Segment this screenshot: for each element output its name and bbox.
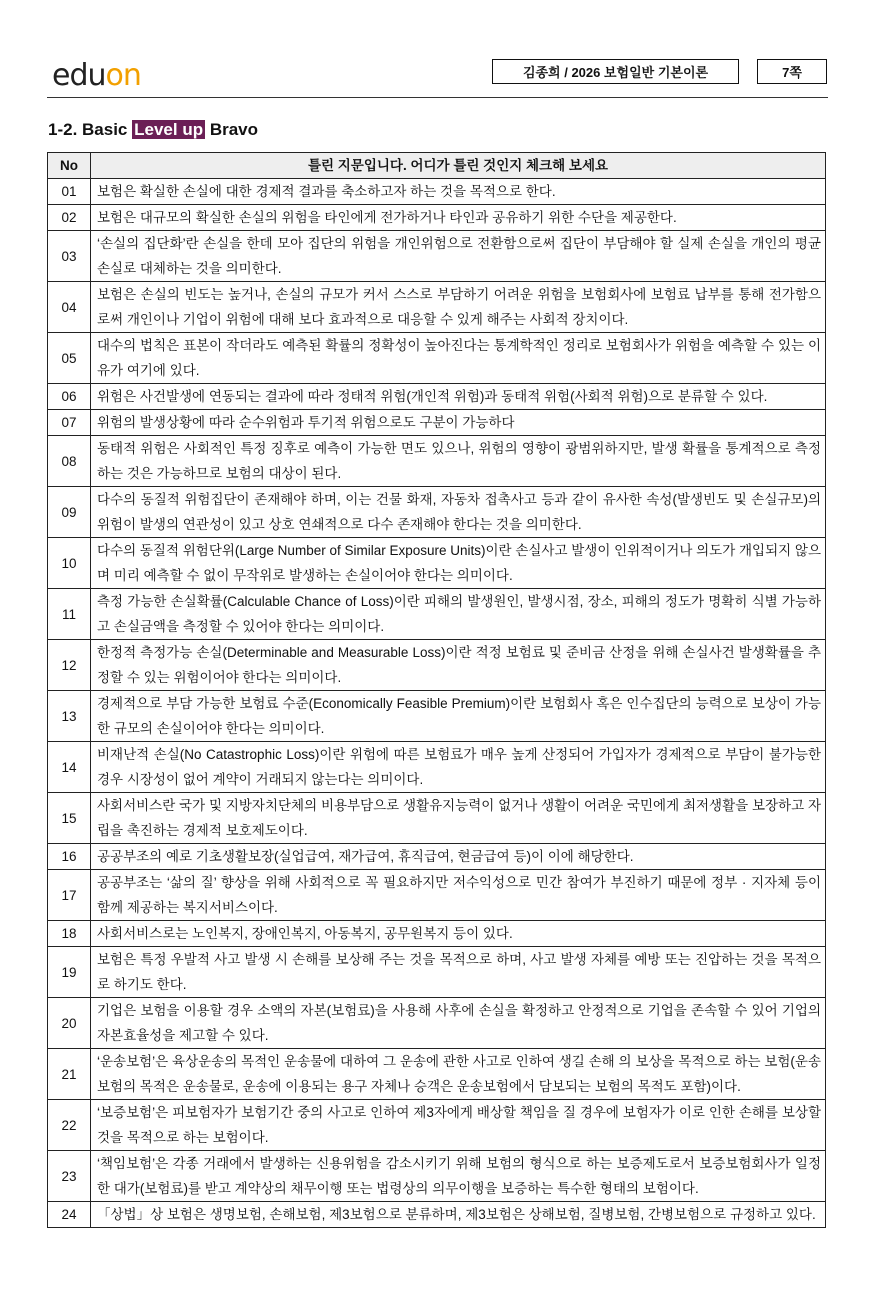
table-row xyxy=(48,179,826,205)
table-row xyxy=(48,410,826,436)
table-row xyxy=(48,384,826,410)
table-row xyxy=(48,844,826,870)
row-statement: 보험은 대규모의 확실한 손실의 위험을 타인에게 전가하거나 타인과 공유하기 위한 수단을 제공한다. xyxy=(91,205,826,231)
row-statement: 위험의 발생상황에 따라 순수위험과 투기적 위험으로도 구분이 가능하다 xyxy=(91,410,826,436)
row-statement: 기업은 보험을 이용할 경우 소액의 자본(보험료)을 사용해 사후에 손실을 확정하고 안정적으로 기업을 존속할 수 있어 기업의 자본효율성을 제고할 수 있다. xyxy=(91,998,826,1049)
table-row xyxy=(48,793,826,844)
table-row xyxy=(48,742,826,793)
table-row xyxy=(48,921,826,947)
table-row xyxy=(48,205,826,231)
table-row xyxy=(48,1202,826,1228)
table-row xyxy=(48,231,826,282)
table-row xyxy=(48,589,826,640)
row-statement: ‘손실의 집단화’란 손실을 한데 모아 집단의 위험을 개인위험으로 전환함으로써 집단이 부담해야 할 실제 손실을 개인의 평균손실로 대체하는 것을 의미한다. xyxy=(91,231,826,282)
table-row xyxy=(48,870,826,921)
table-row xyxy=(48,436,826,487)
course-title-box: 김종희 / 2026 보험일반 기본이론 xyxy=(492,59,739,84)
table-row xyxy=(48,282,826,333)
row-number: 19 xyxy=(48,947,91,998)
row-number: 22 xyxy=(48,1100,91,1151)
table-row xyxy=(48,487,826,538)
row-number: 03 xyxy=(48,231,91,282)
row-number: 07 xyxy=(48,410,91,436)
row-statement: 공공부조의 예로 기초생활보장(실업급여, 재가급여, 휴직급여, 현금급여 등)이 이에 해당한다. xyxy=(91,844,826,870)
section-highlight: Level up xyxy=(134,120,204,139)
section-title: 1-2. Basic Level up Bravo xyxy=(48,120,259,139)
row-number: 12 xyxy=(48,640,91,691)
header-divider xyxy=(47,97,828,98)
row-number: 14 xyxy=(48,742,91,793)
row-statement: 공공부조는 ‘삶의 질’ 향상을 위해 사회적으로 꼭 필요하지만 저수익성으로 민간 참여가 부진하기 때문에 정부 · 지자체 등이 함께 제공하는 복지서비스이다. xyxy=(91,870,826,921)
row-statement: 위험은 사건발생에 연동되는 결과에 따라 정태적 위험(개인적 위험)과 동태적 위험(사회적 위험)으로 분류할 수 있다. xyxy=(91,384,826,410)
table-row xyxy=(48,640,826,691)
row-statement: 「상법」상 보험은 생명보험, 손해보험, 제3보험으로 분류하며, 제3보험은 상해보험, 질병보험, 간병보험으로 규정하고 있다. xyxy=(91,1202,826,1228)
page-number-box: 7쪽 xyxy=(757,59,827,84)
table-row xyxy=(48,947,826,998)
table-row xyxy=(48,538,826,589)
table-row xyxy=(48,333,826,384)
table-row xyxy=(48,998,826,1049)
row-number: 16 xyxy=(48,844,91,870)
row-number: 01 xyxy=(48,179,91,205)
row-number: 24 xyxy=(48,1202,91,1228)
row-number: 23 xyxy=(48,1151,91,1202)
row-number: 21 xyxy=(48,1049,91,1100)
table-row xyxy=(48,1151,826,1202)
row-statement: ‘운송보험’은 육상운송의 목적인 운송물에 대하여 그 운송에 관한 사고로 인하여 생길 손해 의 보상을 목적으로 하는 보험(운송보험의 목적은 운송물로, 운송에 이용되는 용구 자체나 승객은 운송보험에서 담보되는 보험의 목적도 포함)이다. xyxy=(91,1049,826,1100)
row-statement: 사회서비스란 국가 및 지방자치단체의 비용부담으로 생활유지능력이 없거나 생활이 어려운 국민에게 최저생활을 보장하고 자립을 촉진하는 경제적 보호제도이다. xyxy=(91,793,826,844)
table-row xyxy=(48,1049,826,1100)
question-table xyxy=(47,152,826,1228)
row-statement: 다수의 동질적 위험단위(Large Number of Similar Exposure Units)이란 손실사고 발생이 인위적이거나 의도가 개입되지 않으며 미리 예측할 수 없이 무작위로 발생하는 손실이어야 한다는 의미이다. xyxy=(91,538,826,589)
row-number: 04 xyxy=(48,282,91,333)
row-number: 17 xyxy=(48,870,91,921)
table-row xyxy=(48,691,826,742)
row-statement: ‘보증보험’은 피보험자가 보험기간 중의 사고로 인하여 제3자에게 배상할 책임을 질 경우에 보험자가 이로 인한 손해를 보상할 것을 목적으로 하는 보험이다. xyxy=(91,1100,826,1151)
table-row xyxy=(48,1100,826,1151)
row-number: 08 xyxy=(48,436,91,487)
row-statement: 경제적으로 부담 가능한 보험료 수준(Economically Feasible Premium)이란 보험회사 혹은 인수집단의 능력으로 보상이 가능한 규모의 손실이어야 한다는 의미이다. xyxy=(91,691,826,742)
row-number: 06 xyxy=(48,384,91,410)
row-statement: 측정 가능한 손실확률(Calculable Chance of Loss)이란 피해의 발생원인, 발생시점, 장소, 피해의 정도가 명확히 식별 가능하고 손실금액을 측정할 수 있어야 한다는 의미이다. xyxy=(91,589,826,640)
row-number: 13 xyxy=(48,691,91,742)
row-number: 02 xyxy=(48,205,91,231)
row-number: 09 xyxy=(48,487,91,538)
row-number: 18 xyxy=(48,921,91,947)
row-number: 11 xyxy=(48,589,91,640)
row-number: 10 xyxy=(48,538,91,589)
row-statement: 보험은 확실한 손실에 대한 경제적 결과를 축소하고자 하는 것을 목적으로 한다. xyxy=(91,179,826,205)
row-statement: 보험은 특정 우발적 사고 발생 시 손해를 보상해 주는 것을 목적으로 하며, 사고 발생 자체를 예방 또는 진압하는 것을 목적으로 하기도 한다. xyxy=(91,947,826,998)
row-statement: 사회서비스로는 노인복지, 장애인복지, 아동복지, 공무원복지 등이 있다. xyxy=(91,921,826,947)
row-statement: 비재난적 손실(No Catastrophic Loss)이란 위험에 따른 보험료가 매우 높게 산정되어 가입자가 경제적으로 부담이 불가능한 경우 시장성이 없어 계약이 거래되지 않는다는 의미이다. xyxy=(91,742,826,793)
row-statement: 다수의 동질적 위험집단이 존재해야 하며, 이는 건물 화재, 자동차 접촉사고 등과 같이 유사한 속성(발생빈도 및 손실규모)의 위험이 발생의 연관성이 있고 상호 연쇄적으로 다수 존재해야 한다는 것을 의미한다. xyxy=(91,487,826,538)
row-statement: 한정적 측정가능 손실(Determinable and Measurable Loss)이란 적정 보험료 및 준비금 산정을 위해 손실사건 발생확률을 추정할 수 있는 위험이어야 한다는 의미이다. xyxy=(91,640,826,691)
row-statement: 대수의 법칙은 표본이 작더라도 예측된 확률의 정확성이 높아진다는 통계학적인 정리로 보험회사가 위험을 예측할 수 있는 이유가 여기에 있다. xyxy=(91,333,826,384)
col-text-header: 틀린 지문입니다. 어디가 틀린 것인지 체크해 보세요 xyxy=(91,153,826,179)
row-number: 05 xyxy=(48,333,91,384)
row-number: 20 xyxy=(48,998,91,1049)
row-statement: ‘책임보험’은 각종 거래에서 발생하는 신용위험을 감소시키기 위해 보험의 형식으로 하는 보증제도로서 보증보험회사가 일정한 대가(보험료)를 받고 계약상의 채무이행 또는 법령상의 의무이행을 보증하는 특수한 형태의 보험이다. xyxy=(91,1151,826,1202)
eduon-logo: eduon xyxy=(52,58,141,93)
col-no-header: No xyxy=(48,153,91,179)
row-statement: 보험은 손실의 빈도는 높거나, 손실의 규모가 커서 스스로 부담하기 어려운 위험을 보험회사에 보험료 납부를 통해 전가함으로써 개인이나 기업이 위험에 대해 보다 효과적으로 대응할 수 있게 해주는 사회적 장치이다. xyxy=(91,282,826,333)
row-number: 15 xyxy=(48,793,91,844)
row-statement: 동태적 위험은 사회적인 특정 징후로 예측이 가능한 면도 있으나, 위험의 영향이 광범위하지만, 발생 확률을 통계적으로 측정하는 것은 가능하므로 보험의 대상이 된다. xyxy=(91,436,826,487)
